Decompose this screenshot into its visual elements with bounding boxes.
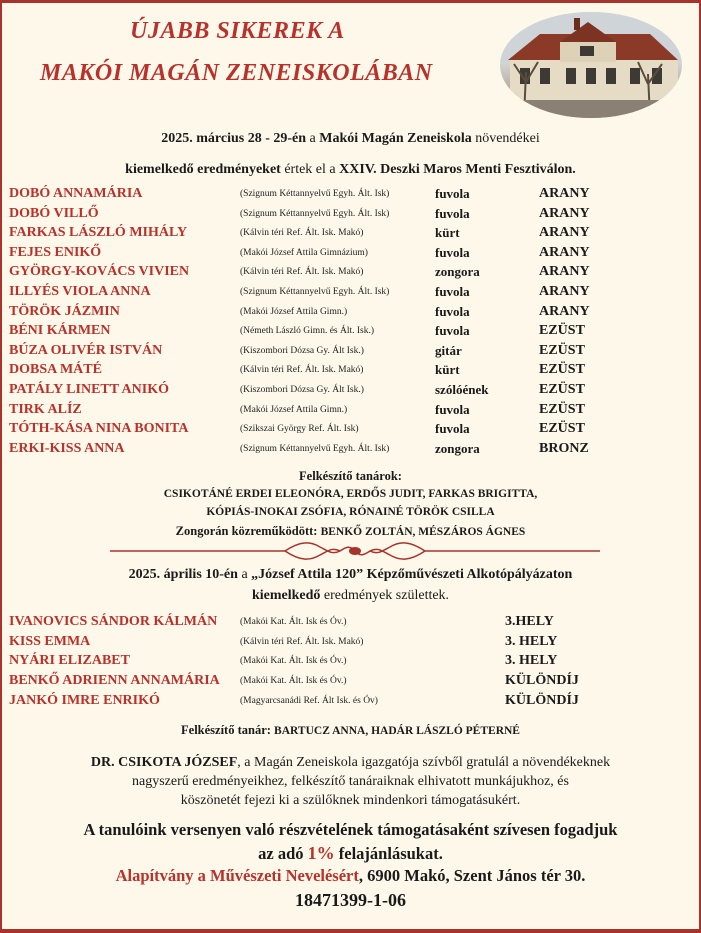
ornament-divider bbox=[110, 541, 600, 561]
school-name-small: (Makói Kat. Ált. Isk és Óv.) bbox=[240, 617, 347, 627]
piano-names: BENKŐ ZOLTÁN, MÉSZÁROS ÁGNES bbox=[320, 526, 526, 538]
student-name: BENKŐ ADRIENN ANNAMÁRIA bbox=[9, 673, 220, 689]
support-line-2 bbox=[0, 843, 701, 864]
music-result-row bbox=[9, 382, 699, 401]
director-line-1-rest: , a Magán Zeneiskola igazgatója szívből gratulál a növendékeknek bbox=[237, 755, 611, 770]
festival-date: 2025. március 28 - 29-én bbox=[161, 131, 307, 146]
instrument: zongora bbox=[435, 264, 480, 280]
festival-name: XXIV. Deszki Maros Menti Fesztiválon. bbox=[339, 162, 576, 177]
award-level: ARANY bbox=[539, 264, 590, 280]
student-name: DOBÓ VILLŐ bbox=[9, 205, 99, 221]
music-result-row bbox=[9, 245, 699, 264]
student-name: GYÖRGY-KOVÁCS VIVIEN bbox=[9, 264, 190, 280]
award-level: KÜLÖNDÍJ bbox=[505, 673, 579, 689]
school-name-small: (Szignum Kéttannyelvű Egyh. Ált. Isk) bbox=[240, 208, 390, 219]
competition-date: 2025. április 10-én bbox=[128, 567, 238, 582]
art-result-row bbox=[9, 653, 699, 672]
student-name: FARKAS LÁSZLÓ MIHÁLY bbox=[9, 225, 188, 241]
teachers-line-1: CSIKOTÁNÉ ERDEI ELEONÓRA, ERDŐS JUDIT, FARKAS BRIGITTA, bbox=[163, 488, 538, 500]
section2-intro-line2 bbox=[0, 588, 701, 604]
student-name: BÉNI KÁRMEN bbox=[9, 323, 111, 339]
music-result-row bbox=[9, 402, 699, 421]
school-name-small: (Kálvin téri Ref. Ált. Isk. Makó) bbox=[240, 267, 364, 278]
award-level: 3. HELY bbox=[505, 653, 558, 669]
music-result-row bbox=[9, 323, 699, 342]
music-result-row bbox=[9, 441, 699, 460]
school-name-small: (Kálvin téri Ref. Ált. Isk. Makó) bbox=[240, 228, 364, 239]
award-level: 3.HELY bbox=[505, 614, 554, 629]
student-name: DOBÓ ANNAMÁRIA bbox=[9, 186, 143, 201]
school-name-small: (Makói József Attila Gimnázium) bbox=[240, 247, 368, 258]
school-name-small: (Szignum Kéttannyelvű Egyh. Ált. Isk) bbox=[240, 287, 390, 297]
foundation-address: , 6900 Makó, Szent János tér 30. bbox=[358, 866, 586, 885]
intro-highlight: kiemelkedő eredményeket bbox=[125, 162, 281, 177]
award-level: EZÜST bbox=[539, 342, 585, 358]
instrument: gitár bbox=[435, 342, 462, 358]
music-result-row bbox=[9, 343, 699, 362]
title-line-2: MAKÓI MAGÁN ZENEISKOLÁBAN bbox=[40, 60, 433, 86]
music-result-row bbox=[9, 186, 699, 205]
title-line-1: ÚJABB SIKEREK A bbox=[130, 18, 345, 44]
instrument: kürt bbox=[435, 362, 460, 378]
piano-label: Zongorán közreműködött: bbox=[175, 524, 318, 538]
student-name: BÚZA OLIVÉR ISTVÁN bbox=[9, 342, 163, 358]
instrument: szólóének bbox=[435, 382, 489, 397]
music-result-row bbox=[9, 284, 699, 303]
student-name: TÖRÖK JÁZMIN bbox=[9, 303, 120, 319]
school-name-small: (Szignum Kéttannyelvű Egyh. Ált. Isk) bbox=[240, 189, 390, 199]
competition-name: „József Attila 120” Képzőművészeti Alkotópályázaton bbox=[251, 567, 573, 582]
student-name: PATÁLY LINETT ANIKÓ bbox=[9, 382, 170, 397]
director-line-2: nagyszerű eredményeikhez, felkészítő tanáraiknak elhivatott munkájukhoz, és bbox=[132, 774, 569, 789]
foundation-name: Alapítvány a Művészeti Nevelésért bbox=[115, 866, 359, 885]
award-level: KÜLÖNDÍJ bbox=[505, 692, 579, 708]
director-line-1 bbox=[0, 755, 701, 771]
student-name: IVANOVICS SÁNDOR KÁLMÁN bbox=[9, 614, 218, 629]
award-level: ARANY bbox=[539, 303, 590, 319]
student-name: ERKI-KISS ANNA bbox=[9, 440, 125, 456]
teachers-heading: Felkészítő tanárok: bbox=[299, 469, 402, 483]
school-name-small: (Németh László Gimn. és Ált. Isk.) bbox=[240, 326, 375, 337]
intro2-rest: eredmények születtek. bbox=[320, 588, 450, 603]
award-level: EZÜST bbox=[539, 362, 585, 378]
art-result-row bbox=[9, 634, 699, 653]
instrument: fuvola bbox=[435, 323, 470, 339]
award-level: ARANY bbox=[539, 186, 590, 201]
intro-rest: növendékei bbox=[471, 131, 540, 146]
instrument: fuvola bbox=[435, 284, 470, 299]
support-line-1: A tanulóink versenyen való részvételének támogatásaként szívesen fogadjuk bbox=[83, 820, 618, 839]
music-result-row bbox=[9, 206, 699, 225]
music-result-row bbox=[9, 264, 699, 283]
school-name-small: (Kiszombori Dózsa Gy. Ált Isk.) bbox=[240, 385, 364, 395]
tax-percent: 1% bbox=[307, 843, 335, 863]
school-name-small: (Szignum Kéttannyelvű Egyh. Ált. Isk) bbox=[240, 443, 390, 454]
school-name-small: (Szikszai György Ref. Ált. Isk) bbox=[240, 424, 359, 435]
tax-number: 18471399-1-06 bbox=[295, 890, 406, 910]
school-name-small: (Makói Kat. Ált. Isk és Óv.) bbox=[240, 656, 347, 667]
instrument: fuvola bbox=[435, 205, 470, 221]
music-result-row bbox=[9, 304, 699, 323]
section1-intro-line1 bbox=[0, 131, 701, 147]
art-teachers bbox=[0, 723, 701, 738]
school-name-small: (Kálvin téri Ref. Ált. Isk. Makó) bbox=[240, 636, 364, 647]
school-name-small: (Magyarcsanádi Ref. Ált Isk. és Óv) bbox=[240, 695, 378, 706]
award-level: ARANY bbox=[539, 225, 590, 241]
school-name-small: (Kálvin téri Ref. Ált. Isk. Makó) bbox=[240, 365, 364, 376]
intro2-connector: a bbox=[237, 567, 252, 582]
award-level: ARANY bbox=[539, 284, 590, 299]
award-level: EZÜST bbox=[539, 323, 585, 339]
student-name: NYÁRI ELIZABET bbox=[9, 653, 130, 669]
art-teacher-names: BARTUCZ ANNA, HADÁR LÁSZLÓ PÉTERNÉ bbox=[274, 725, 520, 737]
music-result-row bbox=[9, 421, 699, 440]
section1-intro-line2 bbox=[0, 162, 701, 178]
foundation-line bbox=[0, 866, 701, 886]
instrument: fuvola bbox=[435, 244, 470, 260]
support-line-2-a: az adó bbox=[258, 844, 308, 863]
award-level: EZÜST bbox=[539, 421, 585, 437]
award-level: ARANY bbox=[539, 205, 590, 221]
award-level: EZÜST bbox=[539, 401, 585, 417]
art-result-row bbox=[9, 614, 699, 633]
school-name-small: (Makói József Attila Gimn.) bbox=[240, 404, 348, 415]
student-name: KISS EMMA bbox=[9, 633, 91, 649]
teachers-line-2: KÓPIÁS-INOKAI ZSÓFIA, RÓNAINÉ TÖRÖK CSILLA bbox=[206, 506, 495, 518]
school-name-small: (Makói Kat. Ált. Isk és Óv.) bbox=[240, 676, 347, 687]
art-result-row bbox=[9, 693, 699, 712]
music-result-row bbox=[9, 225, 699, 244]
intro-mid: értek el a bbox=[280, 162, 340, 177]
award-level: EZÜST bbox=[539, 382, 585, 397]
student-name: TIRK ALÍZ bbox=[9, 401, 82, 417]
award-level: BRONZ bbox=[539, 440, 589, 456]
student-name: JANKÓ IMRE ENRIKÓ bbox=[9, 692, 160, 708]
instrument: fuvola bbox=[435, 421, 470, 437]
piano-accompanists bbox=[0, 524, 701, 539]
instrument: kürt bbox=[435, 225, 460, 241]
student-name: TÓTH-KÁSA NINA BONITA bbox=[9, 421, 189, 437]
top-border bbox=[0, 0, 701, 3]
award-level: ARANY bbox=[539, 244, 590, 260]
art-teacher-label: Felkészítő tanár: bbox=[181, 723, 271, 737]
bottom-border bbox=[0, 929, 701, 933]
music-result-row bbox=[9, 362, 699, 381]
student-name: ILLYÉS VIOLA ANNA bbox=[9, 284, 151, 299]
instrument: fuvola bbox=[435, 401, 470, 417]
instrument: fuvola bbox=[435, 303, 470, 319]
award-level: 3. HELY bbox=[505, 633, 558, 649]
school-name: Makói Magán Zeneiskola bbox=[319, 131, 472, 146]
director-line-3: köszönetét fejezi ki a szülőknek mindenkori támogatásukért. bbox=[180, 793, 521, 808]
school-name-small: (Makói József Attila Gimn.) bbox=[240, 306, 348, 317]
instrument: fuvola bbox=[435, 186, 470, 201]
support-line-2-b: felajánlásukat. bbox=[334, 844, 443, 863]
director-name: DR. CSIKOTA JÓZSEF bbox=[90, 755, 238, 770]
student-name: FEJES ENIKŐ bbox=[9, 244, 102, 260]
art-result-row bbox=[9, 673, 699, 692]
intro-connector: a bbox=[306, 131, 320, 146]
instrument: zongora bbox=[435, 440, 480, 456]
student-name: DOBSA MÁTÉ bbox=[9, 362, 102, 378]
section2-intro-line1 bbox=[0, 567, 701, 583]
intro2-highlight: kiemelkedő bbox=[251, 588, 321, 603]
school-name-small: (Kiszombori Dózsa Gy. Ált Isk.) bbox=[240, 345, 364, 356]
school-building-photo bbox=[500, 12, 682, 118]
